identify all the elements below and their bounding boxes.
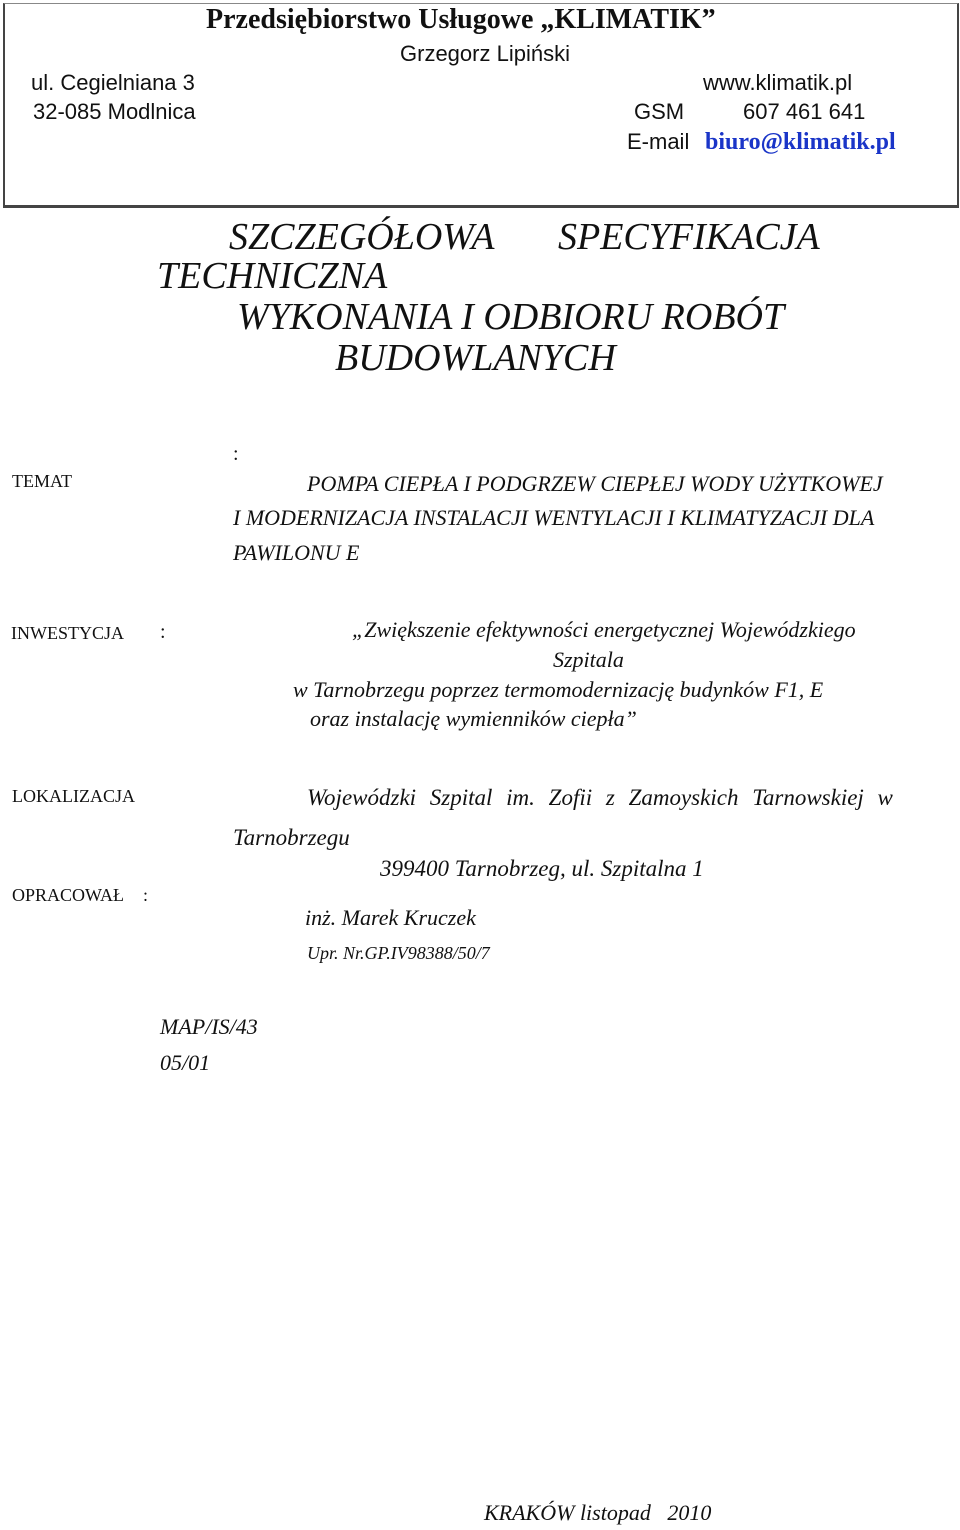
company-website: www.klimatik.pl [703, 70, 853, 95]
location-line-1: Wojewódzki Szpital im. Zofii z Zamoyskich Tarnowskiej w [307, 785, 893, 810]
title-word-szczegolowa: SZCZEGÓŁOWA [229, 216, 495, 258]
title-line-wykonania: WYKONANIA I ODBIORU ROBÓT [237, 296, 785, 338]
investment-colon: : [160, 621, 166, 643]
topic-colon: : [233, 443, 239, 465]
company-name: Przedsiębiorstwo Usługowe „KLIMATIK” [206, 4, 716, 35]
company-city: 32-085 Modlnica [33, 99, 196, 124]
title-line-budowlanych: BUDOWLANYCH [335, 337, 616, 379]
location-line-2: Tarnobrzegu [233, 825, 350, 850]
company-street: ul. Cegielniana 3 [31, 70, 195, 95]
title-word-specyfikacja: SPECYFIKACJA [558, 216, 820, 258]
company-owner: Grzegorz Lipiński [400, 41, 570, 66]
investment-label: INWESTYCJA [11, 623, 124, 643]
email-label: E-mail [627, 129, 690, 154]
gsm-number: 607 461 641 [743, 99, 866, 124]
letterhead-bottom-rule [3, 205, 959, 208]
author-colon: : [143, 885, 149, 905]
gsm-label: GSM [634, 99, 685, 124]
topic-line-1: POMPA CIEPŁA I PODGRZEW CIEPŁEJ WODY UŻYTKOWEJ [307, 471, 883, 496]
document-code: MAP/IS/43 [160, 1014, 258, 1039]
investment-line-3: w Tarnobrzegu poprzez termomodernizację budynków F1, E [293, 677, 824, 702]
topic-line-3: PAWILONU E [233, 540, 360, 565]
topic-label: TEMAT [12, 471, 72, 491]
location-label: LOKALIZACJA [12, 786, 135, 806]
author-license: Upr. Nr.GP.IV98388/50/7 [307, 943, 490, 963]
place-and-date: KRAKÓW listopad 2010 [484, 1500, 712, 1525]
document-number: 05/01 [160, 1050, 211, 1075]
location-line-3: 399400 Tarnobrzeg, ul. Szpitalna 1 [380, 856, 704, 881]
author-name: inż. Marek Kruczek [305, 905, 476, 930]
email-link[interactable]: biuro@klimatik.pl [705, 129, 896, 155]
investment-line-1: „Zwiększenie efektywności energetycznej Wojewódzkiego [352, 617, 856, 642]
investment-line-2: Szpitala [553, 647, 624, 672]
author-label: OPRACOWAŁ [12, 885, 125, 905]
investment-line-4: oraz instalację wymienników ciepła” [310, 706, 637, 731]
title-word-techniczna: TECHNICZNA [157, 255, 388, 297]
topic-line-2: I MODERNIZACJA INSTALACJI WENTYLACJI I KLIMATYZACJI DLA [233, 505, 875, 530]
